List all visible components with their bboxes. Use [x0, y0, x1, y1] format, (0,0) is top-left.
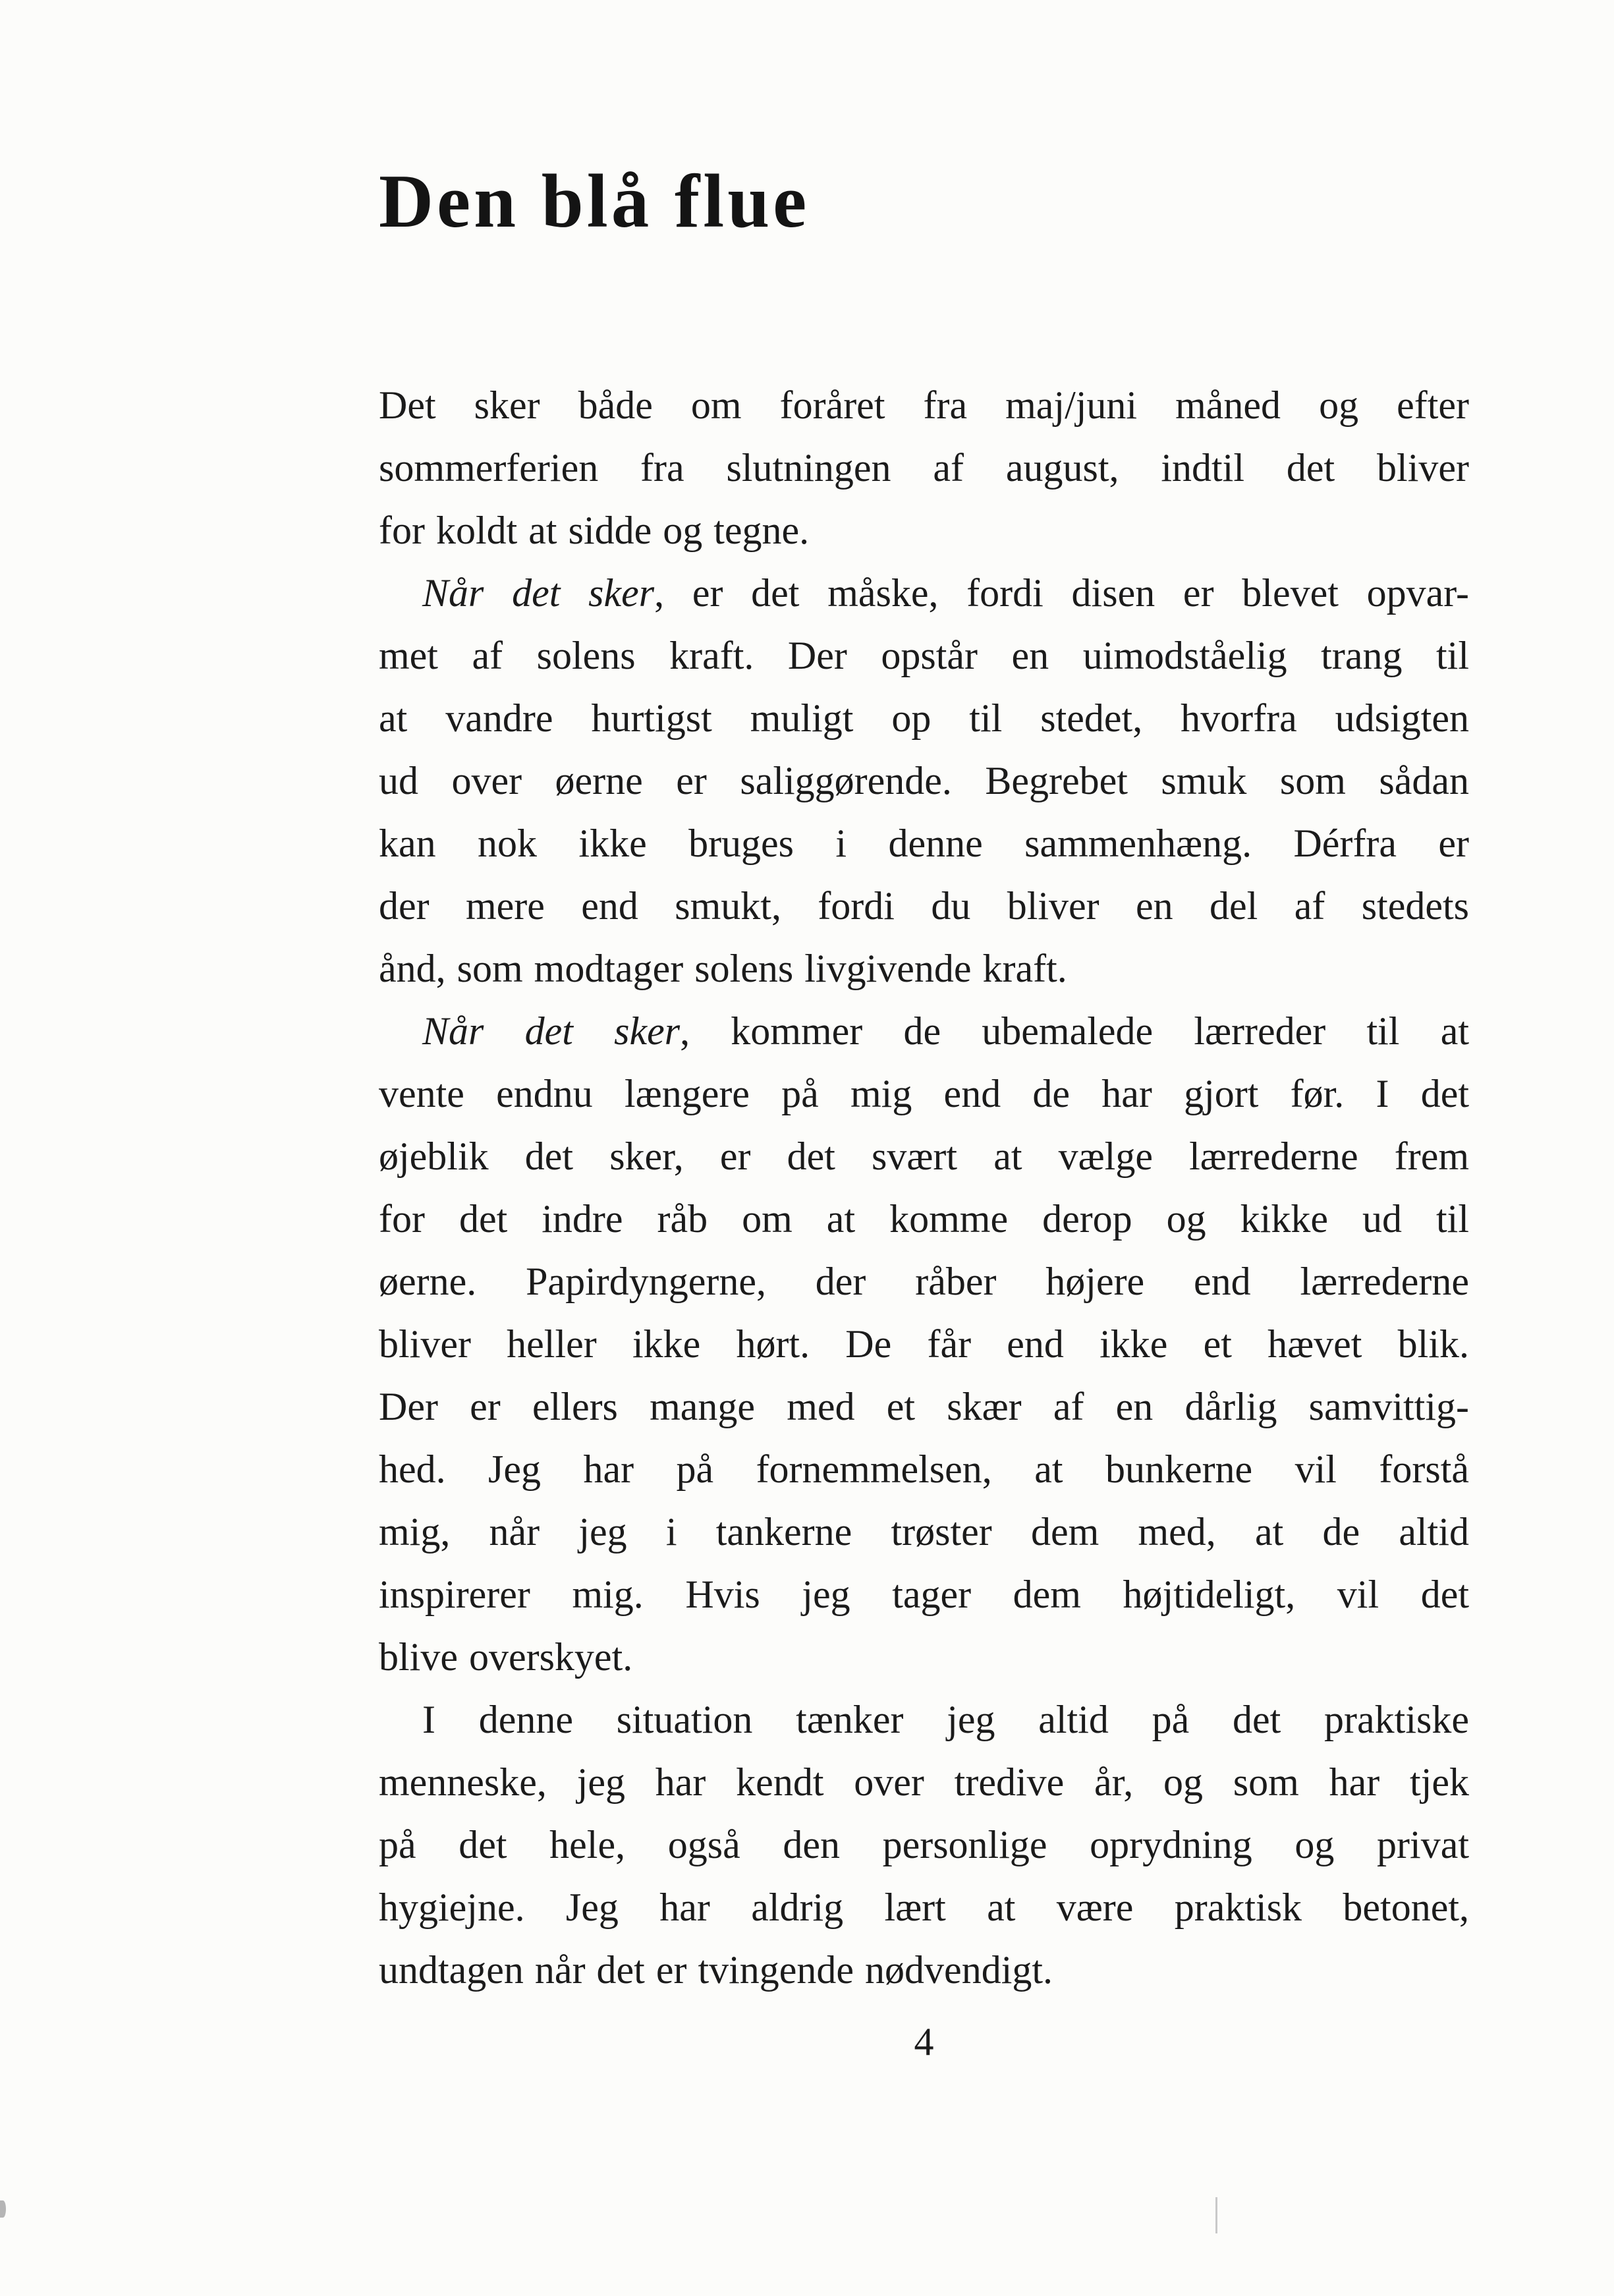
- text-run: på det hele, også den personlige oprydning og privat: [379, 1823, 1469, 1866]
- text-line: [379, 1000, 1469, 1063]
- text-line: [379, 499, 1469, 562]
- text-line: [379, 1438, 1469, 1501]
- text-line: [379, 812, 1469, 875]
- text-line: [379, 687, 1469, 750]
- text-run: bliver heller ikke hørt. De får end ikke et hævet blik.: [379, 1322, 1469, 1366]
- text-run: inspirerer mig. Hvis jeg tager dem højtideligt, vil det: [379, 1573, 1469, 1616]
- text-line: [379, 374, 1469, 437]
- text-line: [379, 1125, 1469, 1188]
- text-line: [379, 1814, 1469, 1876]
- page-title: Den blå flue: [379, 159, 810, 243]
- text-line: [379, 1876, 1469, 1939]
- text-run: undtagen når det er tvingende nødvendigt.: [379, 1948, 1053, 1992]
- text-run: hed. Jeg har på fornemmelsen, at bunkerne vil forstå: [379, 1447, 1469, 1491]
- italic-text-run: Når det sker: [422, 571, 655, 615]
- text-run: at vandre hurtigst muligt op til stedet, hvorfra udsigten: [379, 696, 1469, 740]
- text-run: øerne. Papirdyngerne, der råber højere end lærrederne: [379, 1260, 1469, 1303]
- text-run: ud over øerne er saliggørende. Begrebet smuk som sådan: [379, 759, 1469, 802]
- text-line: [379, 1376, 1469, 1438]
- text-line: [379, 1313, 1469, 1376]
- body-text: [379, 374, 1469, 2002]
- text-run: der mere end smukt, fordi du bliver en del af stedets: [379, 884, 1469, 928]
- text-run: Der er ellers mange med et skær af en dårlig samvittig-: [379, 1385, 1469, 1428]
- text-run: I denne situation tænker jeg altid på det praktiske: [422, 1698, 1469, 1741]
- text-line: [379, 938, 1469, 1000]
- text-line: [379, 1626, 1469, 1689]
- scan-artifact: [0, 2200, 6, 2218]
- text-line: [379, 625, 1469, 687]
- text-run: mig, når jeg i tankerne trøster dem med, at de altid: [379, 1510, 1469, 1554]
- text-line: [379, 1063, 1469, 1125]
- text-run: hygiejne. Jeg har aldrig lært at være praktisk betonet,: [379, 1886, 1469, 1929]
- scan-artifact: [1215, 2197, 1217, 2233]
- italic-text-run: Når det sker: [422, 1009, 681, 1053]
- text-line: [379, 875, 1469, 938]
- text-run: blive overskyet.: [379, 1635, 633, 1679]
- text-run: Det sker både om foråret fra maj/juni måned og efter: [379, 383, 1469, 427]
- text-run: for koldt at sidde og tegne.: [379, 509, 810, 552]
- text-line: [379, 1188, 1469, 1250]
- text-run: for det indre råb om at komme derop og kikke ud til: [379, 1197, 1469, 1241]
- text-run: vente endnu længere på mig end de har gjort før. I det: [379, 1072, 1469, 1115]
- text-run: , er det måske, fordi disen er blevet opvar-: [654, 571, 1469, 615]
- text-line: [379, 1939, 1469, 2002]
- text-line: [379, 562, 1469, 625]
- text-line: [379, 750, 1469, 812]
- text-line: [379, 1689, 1469, 1751]
- text-run: menneske, jeg har kendt over tredive år, og som har tjek: [379, 1760, 1469, 1804]
- text-run: kan nok ikke bruges i denne sammenhæng. Dérfra er: [379, 822, 1469, 865]
- text-line: [379, 1751, 1469, 1814]
- text-run: ånd, som modtager solens livgivende kraft.: [379, 947, 1067, 990]
- text-line: [379, 437, 1469, 499]
- page-number: 4: [914, 2020, 934, 2063]
- text-run: øjeblik det sker, er det svært at vælge lærrederne frem: [379, 1134, 1469, 1178]
- text-run: met af solens kraft. Der opstår en uimodståelig trang til: [379, 634, 1469, 677]
- text-line: [379, 1501, 1469, 1563]
- text-line: [379, 1250, 1469, 1313]
- text-run: sommerferien fra slutningen af august, indtil det bliver: [379, 446, 1469, 490]
- text-line: [379, 1563, 1469, 1626]
- text-run: , kommer de ubemalede lærreder til at: [680, 1009, 1469, 1053]
